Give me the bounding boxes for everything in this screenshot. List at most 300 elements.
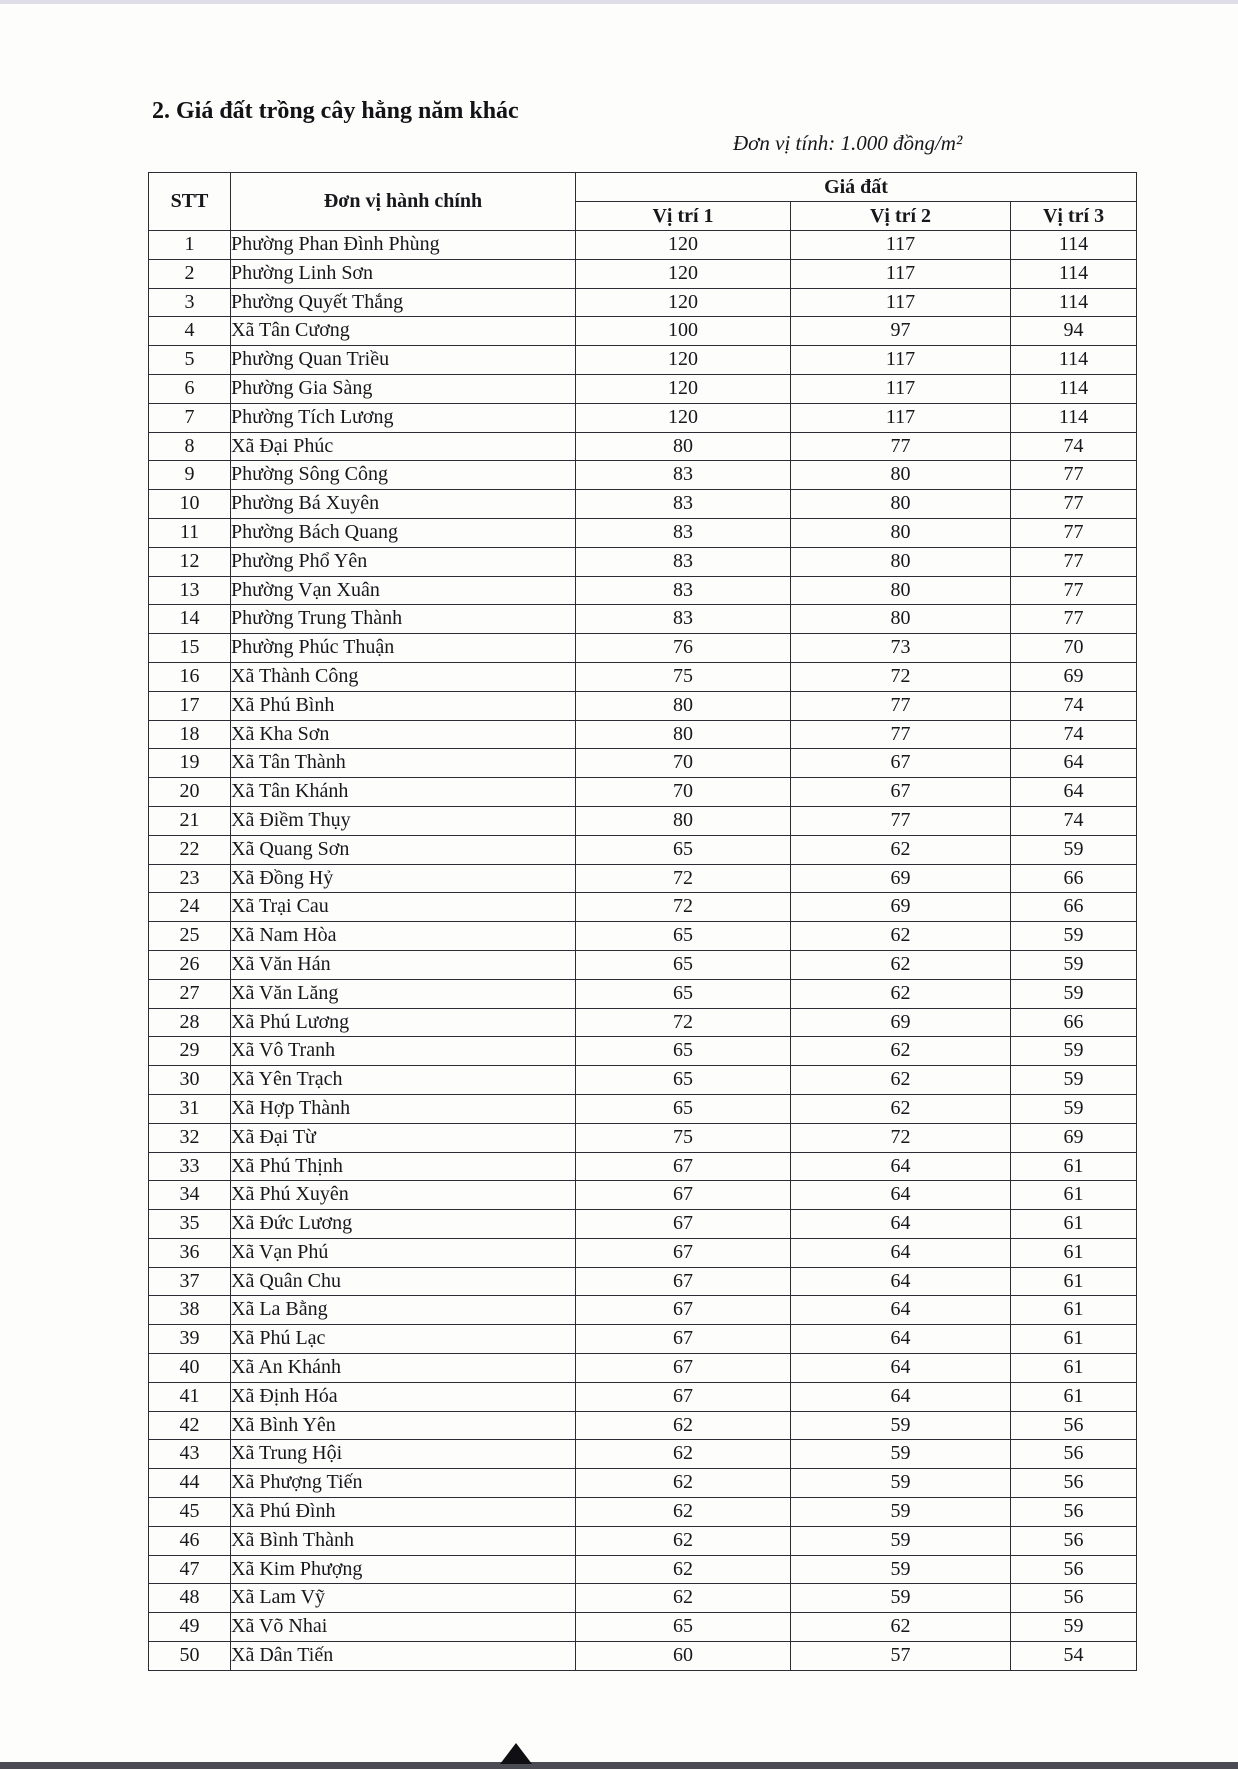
admin-unit-cell: Phường Phổ Yên bbox=[231, 547, 576, 576]
admin-unit-cell: Xã An Khánh bbox=[231, 1354, 576, 1383]
table-row bbox=[149, 1382, 1137, 1411]
position-3-cell: 74 bbox=[1011, 432, 1137, 461]
row-number-cell: 1 bbox=[149, 231, 231, 260]
table-row bbox=[149, 979, 1137, 1008]
row-number-cell: 38 bbox=[149, 1296, 231, 1325]
position-2-cell: 64 bbox=[791, 1325, 1011, 1354]
table-row bbox=[149, 461, 1137, 490]
row-number-cell: 29 bbox=[149, 1037, 231, 1066]
position-1-cell: 65 bbox=[576, 835, 791, 864]
position-2-cell: 62 bbox=[791, 979, 1011, 1008]
position-3-cell: 54 bbox=[1011, 1642, 1137, 1671]
table-row bbox=[149, 518, 1137, 547]
table-row bbox=[149, 835, 1137, 864]
row-number-cell: 16 bbox=[149, 662, 231, 691]
position-1-cell: 65 bbox=[576, 922, 791, 951]
admin-unit-cell: Xã Định Hóa bbox=[231, 1382, 576, 1411]
row-number-cell: 2 bbox=[149, 259, 231, 288]
position-2-cell: 69 bbox=[791, 864, 1011, 893]
position-1-cell: 67 bbox=[576, 1210, 791, 1239]
table-row bbox=[149, 1152, 1137, 1181]
table-row bbox=[149, 806, 1137, 835]
position-3-cell: 114 bbox=[1011, 231, 1137, 260]
admin-unit-cell: Xã Đức Lương bbox=[231, 1210, 576, 1239]
position-3-cell: 59 bbox=[1011, 1094, 1137, 1123]
table-row bbox=[149, 576, 1137, 605]
position-3-cell: 114 bbox=[1011, 374, 1137, 403]
admin-unit-cell: Xã Dân Tiến bbox=[231, 1642, 576, 1671]
position-1-cell: 120 bbox=[576, 346, 791, 375]
position-1-cell: 75 bbox=[576, 1123, 791, 1152]
position-1-cell: 80 bbox=[576, 691, 791, 720]
table-row bbox=[149, 893, 1137, 922]
position-2-cell: 67 bbox=[791, 778, 1011, 807]
position-1-cell: 83 bbox=[576, 576, 791, 605]
row-number-cell: 33 bbox=[149, 1152, 231, 1181]
row-number-cell: 43 bbox=[149, 1440, 231, 1469]
position-1-cell: 67 bbox=[576, 1325, 791, 1354]
admin-unit-cell: Xã Trung Hội bbox=[231, 1440, 576, 1469]
position-2-cell: 57 bbox=[791, 1642, 1011, 1671]
position-3-cell: 94 bbox=[1011, 317, 1137, 346]
position-2-cell: 59 bbox=[791, 1498, 1011, 1527]
position-2-cell: 80 bbox=[791, 576, 1011, 605]
row-number-cell: 14 bbox=[149, 605, 231, 634]
admin-unit-cell: Xã Hợp Thành bbox=[231, 1094, 576, 1123]
admin-unit-cell: Xã Đại Từ bbox=[231, 1123, 576, 1152]
position-1-cell: 62 bbox=[576, 1526, 791, 1555]
row-number-cell: 5 bbox=[149, 346, 231, 375]
position-2-cell: 62 bbox=[791, 922, 1011, 951]
admin-unit-cell: Xã Điềm Thụy bbox=[231, 806, 576, 835]
position-1-cell: 65 bbox=[576, 950, 791, 979]
row-number-cell: 48 bbox=[149, 1584, 231, 1613]
position-3-cell: 61 bbox=[1011, 1152, 1137, 1181]
position-3-cell: 56 bbox=[1011, 1469, 1137, 1498]
admin-unit-cell: Xã Bình Yên bbox=[231, 1411, 576, 1440]
position-2-cell: 117 bbox=[791, 259, 1011, 288]
admin-unit-cell: Phường Linh Sơn bbox=[231, 259, 576, 288]
position-2-cell: 59 bbox=[791, 1555, 1011, 1584]
table-row bbox=[149, 1296, 1137, 1325]
row-number-cell: 7 bbox=[149, 403, 231, 432]
table-row bbox=[149, 1498, 1137, 1527]
position-3-cell: 114 bbox=[1011, 259, 1137, 288]
position-1-cell: 72 bbox=[576, 893, 791, 922]
position-3-cell: 56 bbox=[1011, 1411, 1137, 1440]
position-3-cell: 56 bbox=[1011, 1498, 1137, 1527]
table-row bbox=[149, 864, 1137, 893]
row-number-cell: 9 bbox=[149, 461, 231, 490]
position-2-cell: 64 bbox=[791, 1210, 1011, 1239]
position-2-cell: 64 bbox=[791, 1354, 1011, 1383]
position-2-cell: 62 bbox=[791, 835, 1011, 864]
row-number-cell: 12 bbox=[149, 547, 231, 576]
admin-unit-cell: Xã Quân Chu bbox=[231, 1267, 576, 1296]
table-row bbox=[149, 1210, 1137, 1239]
row-number-cell: 37 bbox=[149, 1267, 231, 1296]
position-2-cell: 62 bbox=[791, 950, 1011, 979]
table-row bbox=[149, 778, 1137, 807]
position-1-cell: 75 bbox=[576, 662, 791, 691]
position-3-cell: 66 bbox=[1011, 893, 1137, 922]
table-row bbox=[149, 1238, 1137, 1267]
admin-unit-cell: Xã Phú Xuyên bbox=[231, 1181, 576, 1210]
position-3-cell: 56 bbox=[1011, 1526, 1137, 1555]
position-1-cell: 65 bbox=[576, 1094, 791, 1123]
admin-unit-cell: Xã Vô Tranh bbox=[231, 1037, 576, 1066]
position-3-cell: 77 bbox=[1011, 490, 1137, 519]
position-1-cell: 67 bbox=[576, 1382, 791, 1411]
position-2-cell: 69 bbox=[791, 1008, 1011, 1037]
header-stt: STT bbox=[149, 173, 231, 231]
position-1-cell: 72 bbox=[576, 864, 791, 893]
position-1-cell: 62 bbox=[576, 1584, 791, 1613]
admin-unit-cell: Xã Văn Lăng bbox=[231, 979, 576, 1008]
admin-unit-cell: Phường Phan Đình Phùng bbox=[231, 231, 576, 260]
table-row bbox=[149, 317, 1137, 346]
admin-unit-cell: Xã Phú Lạc bbox=[231, 1325, 576, 1354]
table-row bbox=[149, 1555, 1137, 1584]
position-1-cell: 62 bbox=[576, 1440, 791, 1469]
position-3-cell: 114 bbox=[1011, 346, 1137, 375]
position-3-cell: 70 bbox=[1011, 634, 1137, 663]
position-2-cell: 72 bbox=[791, 662, 1011, 691]
position-2-cell: 64 bbox=[791, 1382, 1011, 1411]
position-3-cell: 74 bbox=[1011, 806, 1137, 835]
position-2-cell: 117 bbox=[791, 374, 1011, 403]
position-2-cell: 64 bbox=[791, 1152, 1011, 1181]
table-row bbox=[149, 1267, 1137, 1296]
position-3-cell: 74 bbox=[1011, 691, 1137, 720]
row-number-cell: 15 bbox=[149, 634, 231, 663]
position-3-cell: 56 bbox=[1011, 1440, 1137, 1469]
table-row bbox=[149, 605, 1137, 634]
row-number-cell: 32 bbox=[149, 1123, 231, 1152]
table-row bbox=[149, 1526, 1137, 1555]
table-row bbox=[149, 1123, 1137, 1152]
position-1-cell: 62 bbox=[576, 1498, 791, 1527]
admin-unit-cell: Xã Đại Phúc bbox=[231, 432, 576, 461]
position-1-cell: 83 bbox=[576, 547, 791, 576]
admin-unit-cell: Phường Bách Quang bbox=[231, 518, 576, 547]
admin-unit-cell: Xã Quang Sơn bbox=[231, 835, 576, 864]
table-row bbox=[149, 1094, 1137, 1123]
row-number-cell: 3 bbox=[149, 288, 231, 317]
row-number-cell: 30 bbox=[149, 1066, 231, 1095]
admin-unit-cell: Xã Kha Sơn bbox=[231, 720, 576, 749]
land-price-table bbox=[148, 172, 1137, 1671]
position-3-cell: 61 bbox=[1011, 1382, 1137, 1411]
admin-unit-cell: Xã Phú Bình bbox=[231, 691, 576, 720]
position-2-cell: 62 bbox=[791, 1613, 1011, 1642]
position-2-cell: 64 bbox=[791, 1267, 1011, 1296]
position-2-cell: 77 bbox=[791, 432, 1011, 461]
row-number-cell: 10 bbox=[149, 490, 231, 519]
admin-unit-cell: Xã Nam Hòa bbox=[231, 922, 576, 951]
row-number-cell: 6 bbox=[149, 374, 231, 403]
header-position-3: Vị trí 3 bbox=[1011, 202, 1137, 231]
position-3-cell: 77 bbox=[1011, 547, 1137, 576]
position-2-cell: 117 bbox=[791, 288, 1011, 317]
position-3-cell: 77 bbox=[1011, 605, 1137, 634]
table-row bbox=[149, 1440, 1137, 1469]
position-2-cell: 64 bbox=[791, 1296, 1011, 1325]
table-row bbox=[149, 231, 1137, 260]
position-2-cell: 69 bbox=[791, 893, 1011, 922]
position-1-cell: 80 bbox=[576, 720, 791, 749]
admin-unit-cell: Xã La Bằng bbox=[231, 1296, 576, 1325]
table-row bbox=[149, 720, 1137, 749]
position-2-cell: 117 bbox=[791, 231, 1011, 260]
row-number-cell: 49 bbox=[149, 1613, 231, 1642]
row-number-cell: 25 bbox=[149, 922, 231, 951]
position-1-cell: 67 bbox=[576, 1181, 791, 1210]
position-2-cell: 62 bbox=[791, 1037, 1011, 1066]
position-3-cell: 66 bbox=[1011, 1008, 1137, 1037]
admin-unit-cell: Xã Phú Thịnh bbox=[231, 1152, 576, 1181]
position-1-cell: 67 bbox=[576, 1152, 791, 1181]
row-number-cell: 13 bbox=[149, 576, 231, 605]
row-number-cell: 24 bbox=[149, 893, 231, 922]
table-row bbox=[149, 288, 1137, 317]
row-number-cell: 41 bbox=[149, 1382, 231, 1411]
position-1-cell: 120 bbox=[576, 288, 791, 317]
row-number-cell: 36 bbox=[149, 1238, 231, 1267]
position-3-cell: 69 bbox=[1011, 662, 1137, 691]
header-admin-unit: Đơn vị hành chính bbox=[231, 173, 576, 231]
row-number-cell: 4 bbox=[149, 317, 231, 346]
position-3-cell: 59 bbox=[1011, 979, 1137, 1008]
row-number-cell: 23 bbox=[149, 864, 231, 893]
admin-unit-cell: Xã Yên Trạch bbox=[231, 1066, 576, 1095]
table-row bbox=[149, 634, 1137, 663]
position-2-cell: 97 bbox=[791, 317, 1011, 346]
position-1-cell: 83 bbox=[576, 605, 791, 634]
row-number-cell: 20 bbox=[149, 778, 231, 807]
admin-unit-cell: Xã Võ Nhai bbox=[231, 1613, 576, 1642]
position-2-cell: 64 bbox=[791, 1238, 1011, 1267]
table-row bbox=[149, 432, 1137, 461]
row-number-cell: 17 bbox=[149, 691, 231, 720]
table-row bbox=[149, 922, 1137, 951]
position-1-cell: 65 bbox=[576, 1037, 791, 1066]
position-1-cell: 67 bbox=[576, 1354, 791, 1383]
position-1-cell: 67 bbox=[576, 1238, 791, 1267]
position-2-cell: 77 bbox=[791, 720, 1011, 749]
table-row bbox=[149, 691, 1137, 720]
position-2-cell: 59 bbox=[791, 1584, 1011, 1613]
table-row bbox=[149, 374, 1137, 403]
row-number-cell: 46 bbox=[149, 1526, 231, 1555]
admin-unit-cell: Xã Trại Cau bbox=[231, 893, 576, 922]
admin-unit-cell: Xã Kim Phượng bbox=[231, 1555, 576, 1584]
position-3-cell: 77 bbox=[1011, 461, 1137, 490]
position-2-cell: 80 bbox=[791, 518, 1011, 547]
admin-unit-cell: Phường Phúc Thuận bbox=[231, 634, 576, 663]
position-1-cell: 65 bbox=[576, 1613, 791, 1642]
row-number-cell: 27 bbox=[149, 979, 231, 1008]
position-1-cell: 83 bbox=[576, 518, 791, 547]
position-3-cell: 56 bbox=[1011, 1584, 1137, 1613]
position-1-cell: 62 bbox=[576, 1555, 791, 1584]
position-3-cell: 59 bbox=[1011, 835, 1137, 864]
position-2-cell: 80 bbox=[791, 461, 1011, 490]
position-2-cell: 77 bbox=[791, 691, 1011, 720]
position-2-cell: 80 bbox=[791, 605, 1011, 634]
position-1-cell: 83 bbox=[576, 490, 791, 519]
position-1-cell: 65 bbox=[576, 979, 791, 1008]
admin-unit-cell: Phường Trung Thành bbox=[231, 605, 576, 634]
position-3-cell: 59 bbox=[1011, 950, 1137, 979]
admin-unit-cell: Xã Phú Đình bbox=[231, 1498, 576, 1527]
table-row bbox=[149, 259, 1137, 288]
position-3-cell: 59 bbox=[1011, 1613, 1137, 1642]
position-2-cell: 80 bbox=[791, 490, 1011, 519]
header-price-group: Giá đất bbox=[576, 173, 1137, 202]
position-1-cell: 72 bbox=[576, 1008, 791, 1037]
position-3-cell: 64 bbox=[1011, 749, 1137, 778]
position-1-cell: 62 bbox=[576, 1469, 791, 1498]
scan-artifact-top bbox=[0, 0, 1238, 4]
row-number-cell: 47 bbox=[149, 1555, 231, 1584]
position-3-cell: 59 bbox=[1011, 1066, 1137, 1095]
scan-artifact-triangle bbox=[500, 1743, 532, 1764]
position-3-cell: 61 bbox=[1011, 1238, 1137, 1267]
position-2-cell: 59 bbox=[791, 1411, 1011, 1440]
position-2-cell: 117 bbox=[791, 346, 1011, 375]
position-3-cell: 77 bbox=[1011, 518, 1137, 547]
table-row bbox=[149, 490, 1137, 519]
table-row bbox=[149, 662, 1137, 691]
row-number-cell: 26 bbox=[149, 950, 231, 979]
position-2-cell: 64 bbox=[791, 1181, 1011, 1210]
admin-unit-cell: Phường Sông Công bbox=[231, 461, 576, 490]
position-1-cell: 120 bbox=[576, 403, 791, 432]
position-3-cell: 61 bbox=[1011, 1267, 1137, 1296]
position-1-cell: 120 bbox=[576, 259, 791, 288]
table-row bbox=[149, 1354, 1137, 1383]
row-number-cell: 8 bbox=[149, 432, 231, 461]
section-title: 2. Giá đất trồng cây hằng năm khác bbox=[152, 98, 519, 124]
row-number-cell: 45 bbox=[149, 1498, 231, 1527]
table-row bbox=[149, 950, 1137, 979]
position-3-cell: 64 bbox=[1011, 778, 1137, 807]
table-row bbox=[149, 547, 1137, 576]
table-row bbox=[149, 749, 1137, 778]
admin-unit-cell: Xã Tân Cương bbox=[231, 317, 576, 346]
row-number-cell: 50 bbox=[149, 1642, 231, 1671]
position-2-cell: 59 bbox=[791, 1469, 1011, 1498]
position-3-cell: 59 bbox=[1011, 1037, 1137, 1066]
admin-unit-cell: Phường Vạn Xuân bbox=[231, 576, 576, 605]
position-2-cell: 72 bbox=[791, 1123, 1011, 1152]
position-3-cell: 69 bbox=[1011, 1123, 1137, 1152]
table-row bbox=[149, 346, 1137, 375]
header-position-1: Vị trí 1 bbox=[576, 202, 791, 231]
admin-unit-cell: Xã Phú Lương bbox=[231, 1008, 576, 1037]
row-number-cell: 34 bbox=[149, 1181, 231, 1210]
position-3-cell: 114 bbox=[1011, 403, 1137, 432]
position-2-cell: 80 bbox=[791, 547, 1011, 576]
row-number-cell: 22 bbox=[149, 835, 231, 864]
position-1-cell: 80 bbox=[576, 806, 791, 835]
position-1-cell: 62 bbox=[576, 1411, 791, 1440]
unit-note: Đơn vị tính: 1.000 đồng/m² bbox=[733, 131, 963, 155]
position-3-cell: 61 bbox=[1011, 1325, 1137, 1354]
position-1-cell: 67 bbox=[576, 1296, 791, 1325]
position-3-cell: 56 bbox=[1011, 1555, 1137, 1584]
table-row bbox=[149, 1008, 1137, 1037]
position-1-cell: 76 bbox=[576, 634, 791, 663]
admin-unit-cell: Phường Tích Lương bbox=[231, 403, 576, 432]
table-row bbox=[149, 1584, 1137, 1613]
position-2-cell: 67 bbox=[791, 749, 1011, 778]
position-1-cell: 67 bbox=[576, 1267, 791, 1296]
row-number-cell: 35 bbox=[149, 1210, 231, 1239]
position-1-cell: 80 bbox=[576, 432, 791, 461]
scan-artifact-bottom bbox=[0, 1762, 1238, 1769]
admin-unit-cell: Xã Đồng Hỷ bbox=[231, 864, 576, 893]
table-row bbox=[149, 1469, 1137, 1498]
row-number-cell: 39 bbox=[149, 1325, 231, 1354]
admin-unit-cell: Phường Quan Triều bbox=[231, 346, 576, 375]
position-1-cell: 120 bbox=[576, 231, 791, 260]
position-1-cell: 120 bbox=[576, 374, 791, 403]
position-2-cell: 117 bbox=[791, 403, 1011, 432]
admin-unit-cell: Phường Quyết Thắng bbox=[231, 288, 576, 317]
admin-unit-cell: Phường Bá Xuyên bbox=[231, 490, 576, 519]
position-3-cell: 77 bbox=[1011, 576, 1137, 605]
table-row bbox=[149, 1411, 1137, 1440]
position-3-cell: 61 bbox=[1011, 1296, 1137, 1325]
admin-unit-cell: Xã Văn Hán bbox=[231, 950, 576, 979]
admin-unit-cell: Xã Thành Công bbox=[231, 662, 576, 691]
row-number-cell: 42 bbox=[149, 1411, 231, 1440]
position-2-cell: 62 bbox=[791, 1094, 1011, 1123]
position-1-cell: 65 bbox=[576, 1066, 791, 1095]
position-1-cell: 70 bbox=[576, 749, 791, 778]
header-position-2: Vị trí 2 bbox=[791, 202, 1011, 231]
position-3-cell: 61 bbox=[1011, 1354, 1137, 1383]
table-row bbox=[149, 403, 1137, 432]
admin-unit-cell: Xã Vạn Phú bbox=[231, 1238, 576, 1267]
admin-unit-cell: Xã Tân Khánh bbox=[231, 778, 576, 807]
position-1-cell: 70 bbox=[576, 778, 791, 807]
row-number-cell: 31 bbox=[149, 1094, 231, 1123]
row-number-cell: 11 bbox=[149, 518, 231, 547]
position-3-cell: 66 bbox=[1011, 864, 1137, 893]
admin-unit-cell: Xã Lam Vỹ bbox=[231, 1584, 576, 1613]
position-3-cell: 59 bbox=[1011, 922, 1137, 951]
table-row bbox=[149, 1066, 1137, 1095]
row-number-cell: 28 bbox=[149, 1008, 231, 1037]
row-number-cell: 18 bbox=[149, 720, 231, 749]
position-2-cell: 59 bbox=[791, 1440, 1011, 1469]
position-1-cell: 100 bbox=[576, 317, 791, 346]
position-3-cell: 74 bbox=[1011, 720, 1137, 749]
table-row bbox=[149, 1613, 1137, 1642]
row-number-cell: 21 bbox=[149, 806, 231, 835]
table-row bbox=[149, 1181, 1137, 1210]
position-3-cell: 61 bbox=[1011, 1210, 1137, 1239]
position-2-cell: 62 bbox=[791, 1066, 1011, 1095]
position-1-cell: 83 bbox=[576, 461, 791, 490]
table-row bbox=[149, 1037, 1137, 1066]
admin-unit-cell: Xã Bình Thành bbox=[231, 1526, 576, 1555]
row-number-cell: 44 bbox=[149, 1469, 231, 1498]
position-3-cell: 61 bbox=[1011, 1181, 1137, 1210]
